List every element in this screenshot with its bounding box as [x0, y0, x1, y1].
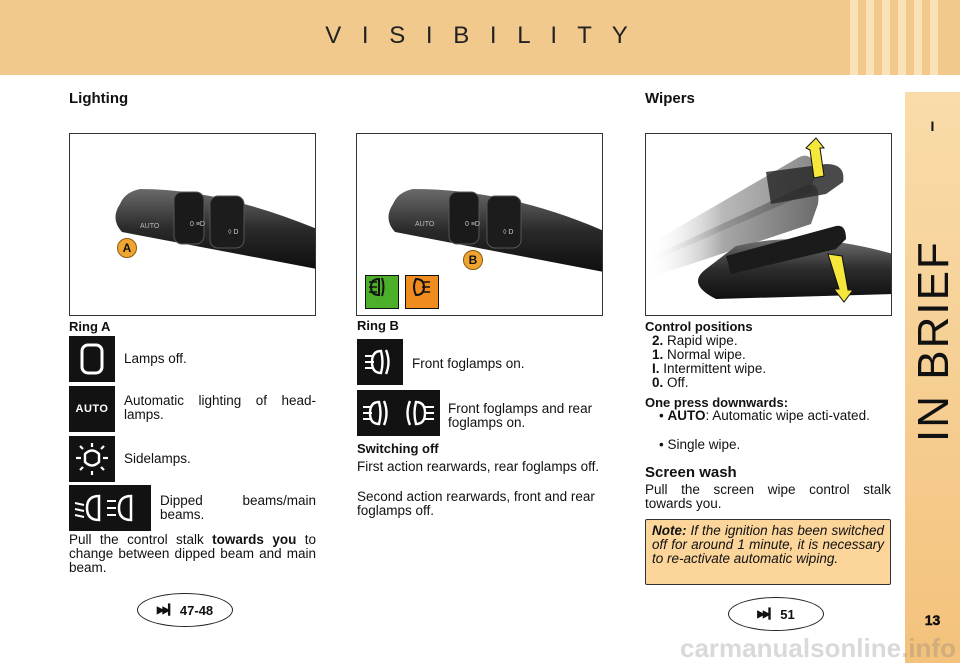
auto-lighting-label: Automatic lighting of head-lamps. — [124, 393, 316, 422]
front-foglamp-icon — [357, 339, 403, 385]
dipped-main-beams-label: Dipped beams/main beams. — [160, 493, 316, 522]
rear-foglamp-indicator-icon — [405, 275, 439, 309]
ring-b-label: Ring B — [357, 318, 399, 333]
lighting-title: Lighting — [69, 90, 129, 107]
auto-wipe-item: • AUTO: Automatic wipe acti-vated. — [659, 408, 870, 423]
auto-lighting-icon: AUTO — [69, 386, 115, 432]
front-foglamp-indicator-icon — [365, 275, 399, 309]
control-positions-title: Control positions — [645, 319, 753, 334]
position-intermittent: I. Intermittent wipe. — [652, 361, 767, 376]
watermark: carmanualsonline.info — [680, 633, 956, 663]
front-rear-foglamps-label: Front foglamps and rear foglamps on. — [448, 401, 593, 430]
lighting-page-ref-link[interactable]: ▶▶▎ 47-48 — [137, 593, 233, 627]
section-side-band — [905, 92, 960, 663]
svg-text:0 ≡D: 0 ≡D — [465, 221, 480, 228]
ring-a-label: Ring A — [69, 319, 111, 334]
svg-text:AUTO: AUTO — [140, 223, 160, 230]
sidelamps-label: Sidelamps. — [124, 451, 191, 466]
svg-text:AUTO: AUTO — [415, 221, 435, 228]
svg-text:0 ≡D: 0 ≡D — [190, 221, 205, 228]
wiper-stalk-photo — [645, 133, 892, 316]
screen-wash-title: Screen wash — [645, 464, 737, 481]
screen-wash-text: Pull the screen wipe control stalk towards you. — [645, 482, 891, 511]
sidelamps-icon — [69, 436, 115, 482]
note-callout: Note: If the ignition has been switched off for around 1 minute, it is necessary to re-activate automatic wiping. — [645, 519, 891, 585]
switching-off-title: Switching off — [357, 441, 439, 456]
svg-text:◊ D: ◊ D — [503, 229, 514, 236]
dipped-main-beams-icon — [69, 485, 151, 531]
chapter-number: I — [930, 118, 935, 134]
ring-b-badge: B — [463, 250, 483, 270]
pull-stalk-paragraph: Pull the control stalk towards you to change between dipped beam and main beam. — [69, 532, 317, 575]
switching-off-text-2: Second action rearwards, front and rear foglamps off. — [357, 489, 595, 518]
wipers-title: Wipers — [645, 90, 695, 107]
foglamp-stalk-photo-b — [356, 133, 603, 316]
chapter-title: IN BRIEF — [909, 240, 958, 442]
lighting-stalk-photo-a — [69, 133, 316, 316]
position-2: 2. Rapid wipe. — [652, 333, 738, 348]
switching-off-text-1: First action rearwards, rear foglamps off. — [357, 459, 600, 474]
wipers-page-ref-link[interactable]: ▶▶▎ 51 — [728, 597, 824, 631]
ring-a-badge: A — [117, 238, 137, 258]
header-bar — [0, 0, 960, 75]
front-foglamp-label: Front foglamps on. — [412, 356, 525, 371]
page-title: V I S I B I L I T Y — [325, 22, 635, 49]
position-0: 0. Off. — [652, 375, 689, 390]
forward-arrows-icon: ▶▶▎ — [156, 604, 174, 616]
svg-text:◊ D: ◊ D — [228, 229, 239, 236]
lamps-off-label: Lamps off. — [124, 351, 187, 366]
position-1: 1. Normal wipe. — [652, 347, 746, 362]
one-press-title: One press downwards: — [645, 395, 789, 410]
page-number: 13 — [924, 612, 941, 628]
single-wipe-item: • Single wipe. — [659, 437, 741, 452]
forward-arrows-icon: ▶▶▎ — [757, 608, 775, 620]
front-rear-foglamps-icon — [357, 390, 440, 436]
lamps-off-icon — [69, 336, 115, 382]
